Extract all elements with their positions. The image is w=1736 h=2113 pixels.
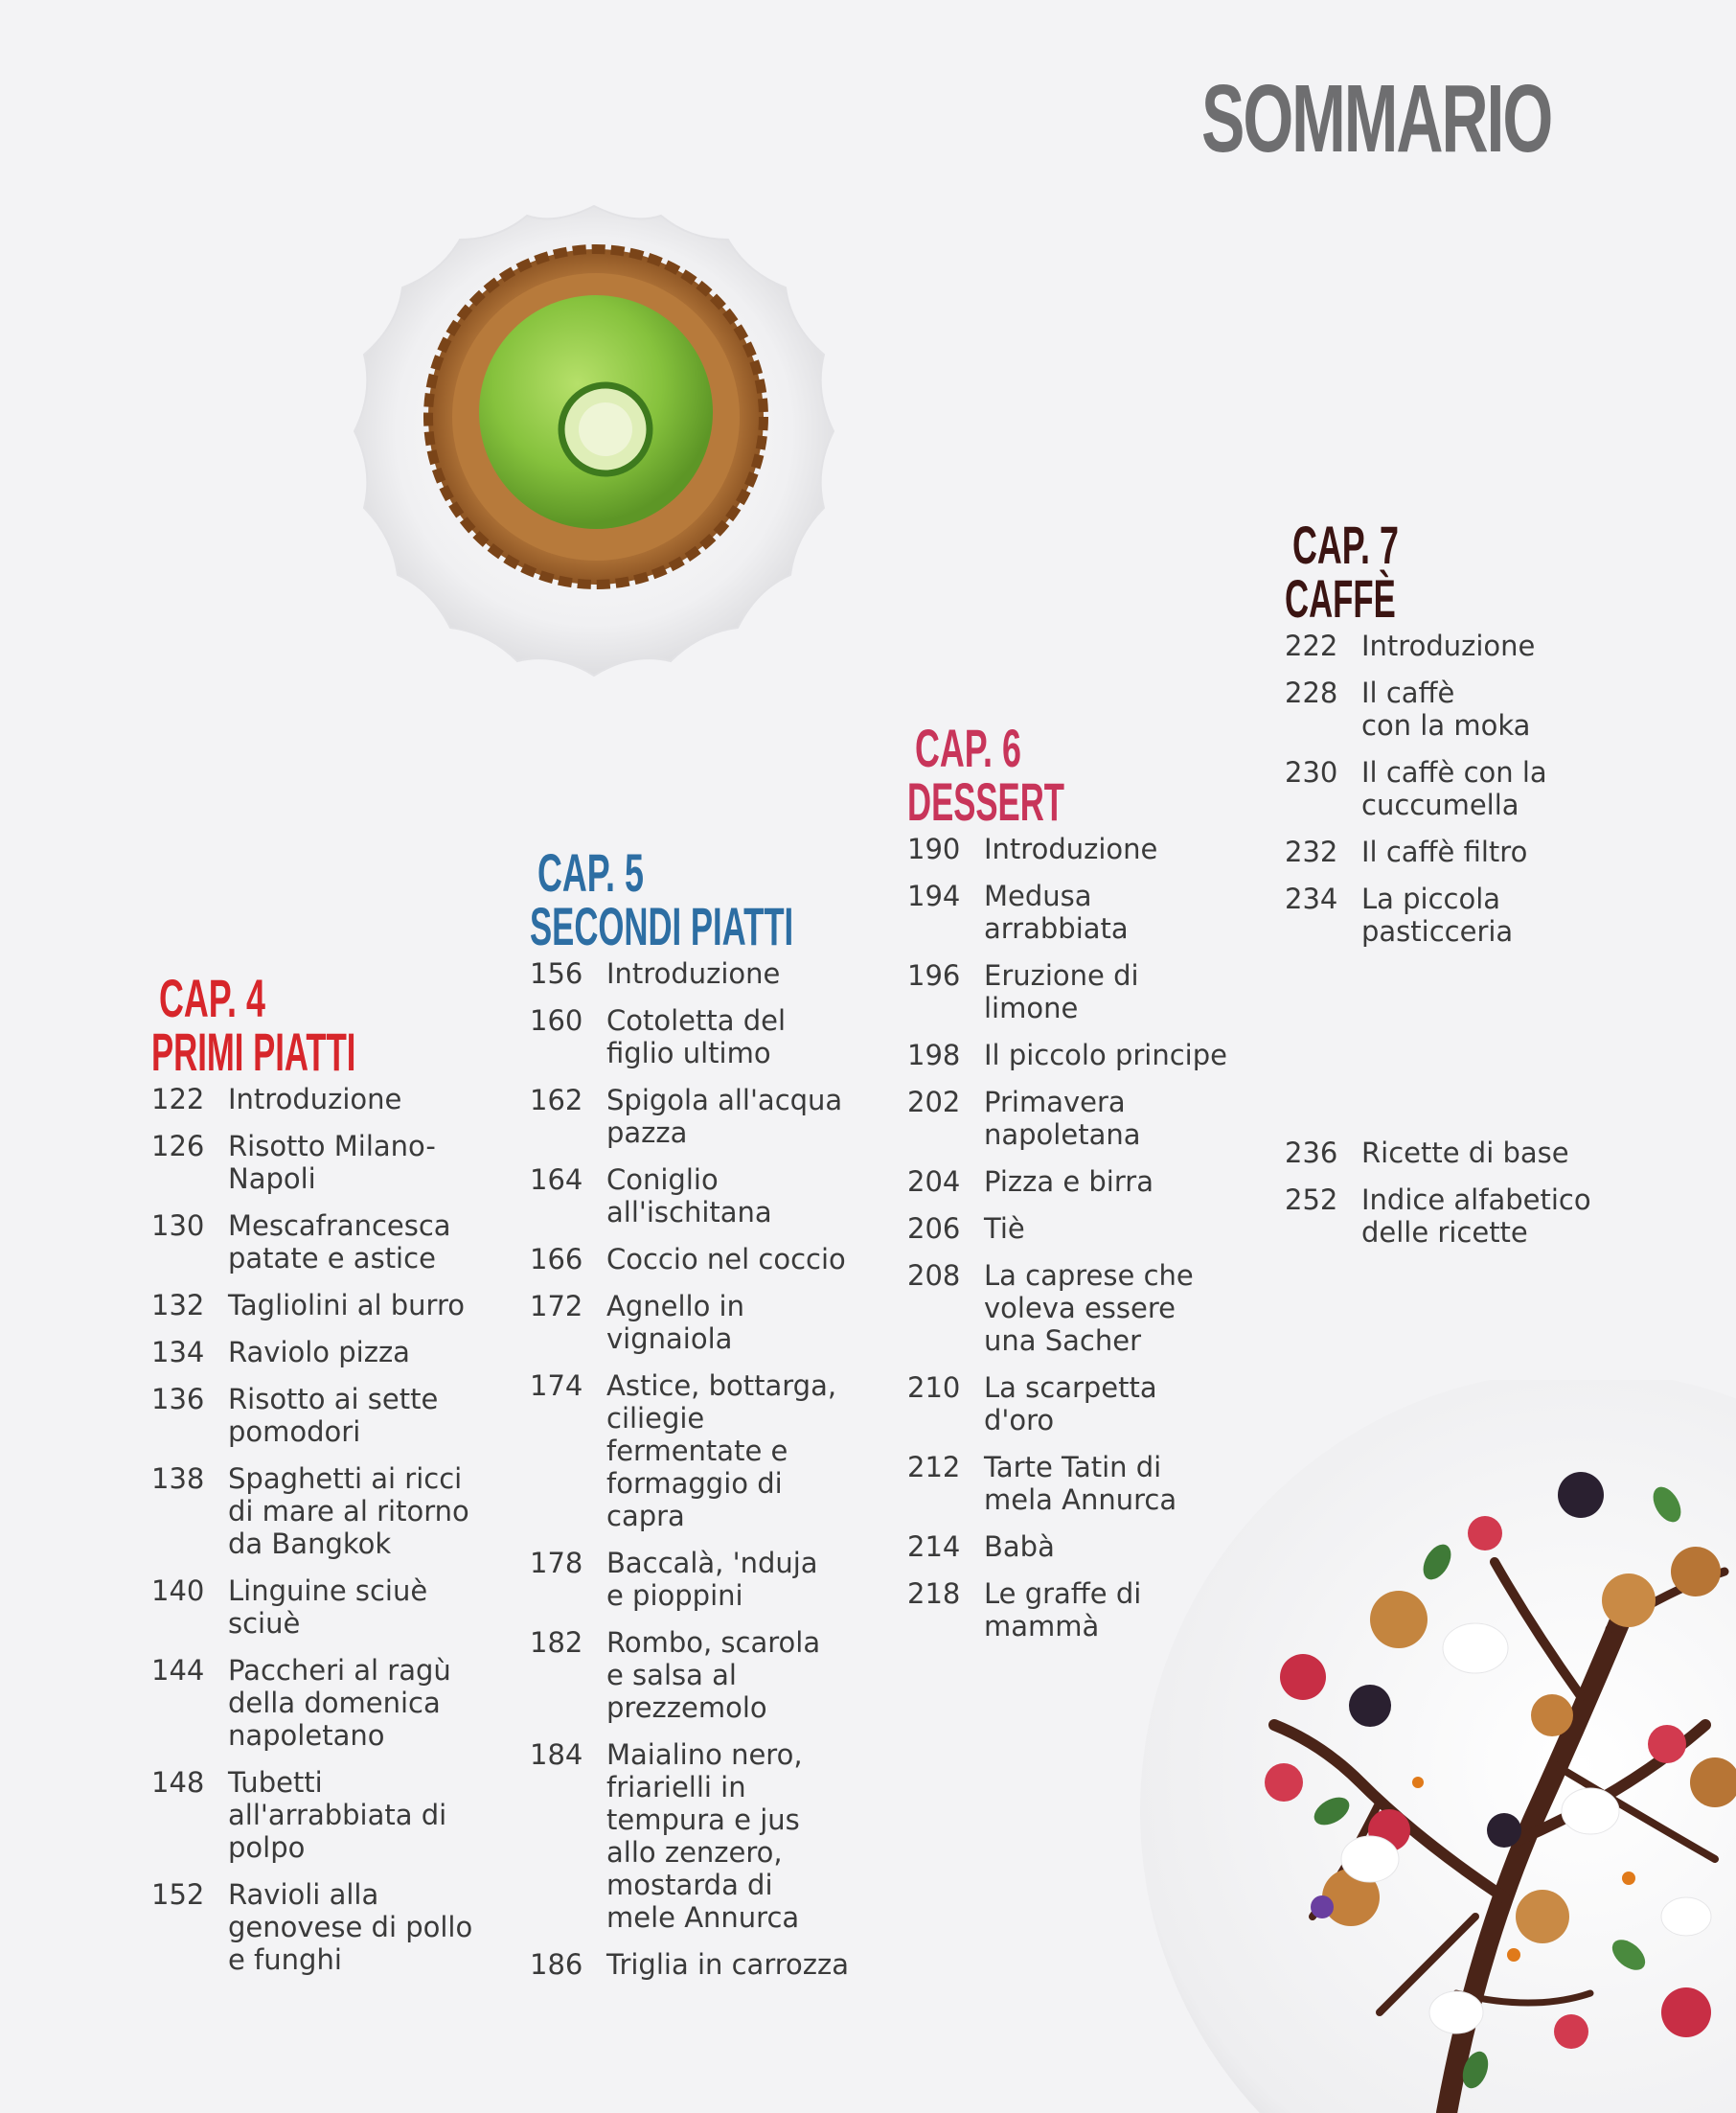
toc-entry[interactable] xyxy=(1285,630,1649,662)
toc-entry[interactable] xyxy=(530,1948,894,1981)
entry-title: La scarpetta d'oro xyxy=(984,1371,1157,1436)
entry-list xyxy=(1285,1137,1649,1249)
page-number: 228 xyxy=(1285,677,1338,709)
entry-title: Il caffè con la moka xyxy=(1361,677,1531,742)
entry-title: Cotoletta del figlio ultimo xyxy=(606,1004,787,1069)
page-number: 184 xyxy=(530,1738,583,1771)
chapter-name: PRIMI PIATTI xyxy=(151,1022,356,1082)
entry-title: Eruzione di limone xyxy=(984,959,1139,1024)
entry-title: Linguine sciuè sciuè xyxy=(228,1574,428,1640)
toc-entry[interactable] xyxy=(907,1165,1271,1198)
toc-entry[interactable] xyxy=(1285,677,1649,742)
entry-list xyxy=(151,1083,515,1976)
entry-title: Rombo, scarola e salsa al prezzemolo xyxy=(606,1626,821,1724)
toc-entry[interactable] xyxy=(151,1654,515,1752)
entry-title: Il piccolo principe xyxy=(984,1039,1227,1071)
chapter-heading xyxy=(907,718,1271,832)
page-number: 140 xyxy=(151,1574,205,1607)
toc-entry[interactable] xyxy=(907,1371,1271,1436)
entry-title: Agnello in vignaiola xyxy=(606,1290,744,1355)
page-number: 252 xyxy=(1285,1183,1338,1216)
toc-entry[interactable] xyxy=(530,1547,894,1612)
page-number: 182 xyxy=(530,1626,583,1659)
page-number: 166 xyxy=(530,1243,583,1275)
chapter-heading xyxy=(530,842,894,956)
entry-title: Le graffe di mammà xyxy=(984,1577,1142,1642)
toc-entry[interactable] xyxy=(151,1574,515,1640)
page-number: 194 xyxy=(907,880,961,912)
chapter-number: CAP. 5 xyxy=(537,842,644,903)
toc-entry[interactable] xyxy=(1285,883,1649,948)
page-number: 138 xyxy=(151,1462,205,1495)
toc-entry[interactable] xyxy=(151,1209,515,1275)
page-number: 210 xyxy=(907,1371,961,1404)
tart-photo xyxy=(345,187,843,704)
chapter-name: CAFFÈ xyxy=(1285,568,1396,629)
entry-title: La piccola pasticceria xyxy=(1361,883,1514,948)
toc-entry[interactable] xyxy=(907,1086,1271,1151)
entry-title: Ricette di base xyxy=(1361,1137,1569,1169)
chapter-4 xyxy=(151,968,515,1990)
chapter-number: CAP. 6 xyxy=(915,718,1021,778)
toc-entry[interactable] xyxy=(907,959,1271,1024)
page-number: 202 xyxy=(907,1086,961,1118)
entry-title: Primavera napoletana xyxy=(984,1086,1141,1151)
page-number: 144 xyxy=(151,1654,205,1687)
page-number: 178 xyxy=(530,1547,583,1579)
entry-title: Indice alfabetico delle ricette xyxy=(1361,1183,1591,1249)
entry-title: Introduzione xyxy=(606,957,781,990)
toc-entry[interactable] xyxy=(151,1383,515,1448)
page-number: 156 xyxy=(530,957,583,990)
chapter-heading xyxy=(151,968,515,1082)
page-number: 152 xyxy=(151,1878,205,1911)
toc-entry[interactable] xyxy=(907,880,1271,945)
page-number: 234 xyxy=(1285,883,1338,915)
page-number: 214 xyxy=(907,1530,961,1563)
toc-entry[interactable] xyxy=(530,1369,894,1532)
chapter-number: CAP. 7 xyxy=(1292,515,1399,575)
entry-title: Spaghetti ai ricci di mare al ritorno da Bangkok xyxy=(228,1462,469,1560)
page-number: 160 xyxy=(530,1004,583,1037)
page-number: 206 xyxy=(907,1212,961,1245)
page-number: 130 xyxy=(151,1209,205,1242)
page-number: 218 xyxy=(907,1577,961,1610)
entry-title: Ravioli alla genovese di pollo e funghi xyxy=(228,1878,473,1976)
toc-entry[interactable] xyxy=(530,1626,894,1724)
entry-title: Triglia in carrozza xyxy=(606,1948,849,1981)
toc-entry[interactable] xyxy=(151,1878,515,1976)
page-number: 232 xyxy=(1285,836,1338,868)
entry-title: Tarte Tatin di mela Annurca xyxy=(984,1451,1177,1516)
chapter-name: DESSERT xyxy=(907,771,1064,832)
page-number: 164 xyxy=(530,1163,583,1196)
toc-entry[interactable] xyxy=(151,1289,515,1321)
entry-title: Maialino nero, friarielli in tempura e jus allo zenzero, mostarda di mele Annurca xyxy=(606,1738,803,1934)
entry-title: Coniglio all'ischitana xyxy=(606,1163,772,1229)
entry-title: Introduzione xyxy=(1361,630,1536,662)
toc-entry[interactable] xyxy=(907,833,1271,865)
page-number: 212 xyxy=(907,1451,961,1483)
toc-entry[interactable] xyxy=(907,1451,1271,1516)
chapter-heading xyxy=(1285,515,1649,629)
toc-entry[interactable] xyxy=(907,1530,1271,1563)
entry-title: Risotto Milano- Napoli xyxy=(228,1130,436,1195)
chapter-name: SECONDI PIATTI xyxy=(530,896,794,956)
page-number: 230 xyxy=(1285,756,1338,789)
page-number: 198 xyxy=(907,1039,961,1071)
entry-title: Il caffè con la cuccumella xyxy=(1361,756,1547,821)
page-number: 196 xyxy=(907,959,961,992)
entry-title: Mescafrancesca patate e astice xyxy=(228,1209,451,1275)
toc-entry[interactable] xyxy=(907,1212,1271,1245)
appendix-entries xyxy=(1285,1137,1649,1263)
entry-title: Coccio nel coccio xyxy=(606,1243,846,1275)
entry-title: Tubetti all'arrabbiata di polpo xyxy=(228,1766,447,1864)
toc-entry[interactable] xyxy=(907,1039,1271,1071)
entry-title: Tagliolini al burro xyxy=(228,1289,465,1321)
toc-entry[interactable] xyxy=(151,1336,515,1368)
chapter-number: CAP. 4 xyxy=(159,968,265,1028)
chapter-5 xyxy=(530,842,894,1995)
toc-entry[interactable] xyxy=(530,957,894,990)
entry-title: Medusa arrabbiata xyxy=(984,880,1129,945)
toc-entry[interactable] xyxy=(1285,836,1649,868)
toc-entry[interactable] xyxy=(1285,1183,1649,1249)
entry-title: La caprese che voleva essere una Sacher xyxy=(984,1259,1194,1357)
toc-entry[interactable] xyxy=(151,1462,515,1560)
toc-entry[interactable] xyxy=(1285,756,1649,821)
page-number: 136 xyxy=(151,1383,205,1415)
entry-list xyxy=(1285,630,1649,948)
page-number: 222 xyxy=(1285,630,1338,662)
page-number: 174 xyxy=(530,1369,583,1402)
page-number: 162 xyxy=(530,1084,583,1116)
toc-entry[interactable] xyxy=(151,1083,515,1115)
entry-title: Pizza e birra xyxy=(984,1165,1154,1198)
page-number: 126 xyxy=(151,1130,205,1162)
entry-title: Raviolo pizza xyxy=(228,1336,410,1368)
page-number: 148 xyxy=(151,1766,205,1799)
page-number: 236 xyxy=(1285,1137,1338,1169)
page-number: 132 xyxy=(151,1289,205,1321)
chapter-6 xyxy=(907,718,1271,1657)
entry-title: Paccheri al ragù della domenica napoletano xyxy=(228,1654,451,1752)
toc-entry[interactable] xyxy=(530,1290,894,1355)
page-number: 172 xyxy=(530,1290,583,1322)
entry-title: Introduzione xyxy=(984,833,1158,865)
toc-entry[interactable] xyxy=(151,1130,515,1195)
chapter-7 xyxy=(1285,515,1649,962)
toc-entry[interactable] xyxy=(907,1259,1271,1357)
page-number: 186 xyxy=(530,1948,583,1981)
page-number: 122 xyxy=(151,1083,205,1115)
entry-title: Astice, bottarga, ciliegie fermentate e formaggio di capra xyxy=(606,1369,837,1532)
entry-list xyxy=(530,957,894,1981)
page-number: 134 xyxy=(151,1336,205,1368)
toc-entry[interactable] xyxy=(530,1084,894,1149)
page-number: 190 xyxy=(907,833,961,865)
page-title: SOMMARIO xyxy=(1201,65,1552,172)
entry-title: Tiè xyxy=(984,1212,1025,1245)
toc-entry[interactable] xyxy=(907,1577,1271,1642)
entry-title: Risotto ai sette pomodori xyxy=(228,1383,439,1448)
entry-title: Introduzione xyxy=(228,1083,402,1115)
page-number: 208 xyxy=(907,1259,961,1292)
entry-title: Babà xyxy=(984,1530,1055,1563)
toc-entry[interactable] xyxy=(530,1243,894,1275)
entry-title: Baccalà, 'nduja e pioppini xyxy=(606,1547,818,1612)
toc-entry[interactable] xyxy=(530,1163,894,1229)
toc-entry[interactable] xyxy=(530,1004,894,1069)
page-number: 204 xyxy=(907,1165,961,1198)
entry-title: Il caffè filtro xyxy=(1361,836,1528,868)
entry-list xyxy=(907,833,1271,1642)
toc-entry[interactable] xyxy=(151,1766,515,1864)
entry-title: Spigola all'acqua pazza xyxy=(606,1084,843,1149)
toc-entry[interactable] xyxy=(530,1738,894,1934)
toc-entry[interactable] xyxy=(1285,1137,1649,1169)
